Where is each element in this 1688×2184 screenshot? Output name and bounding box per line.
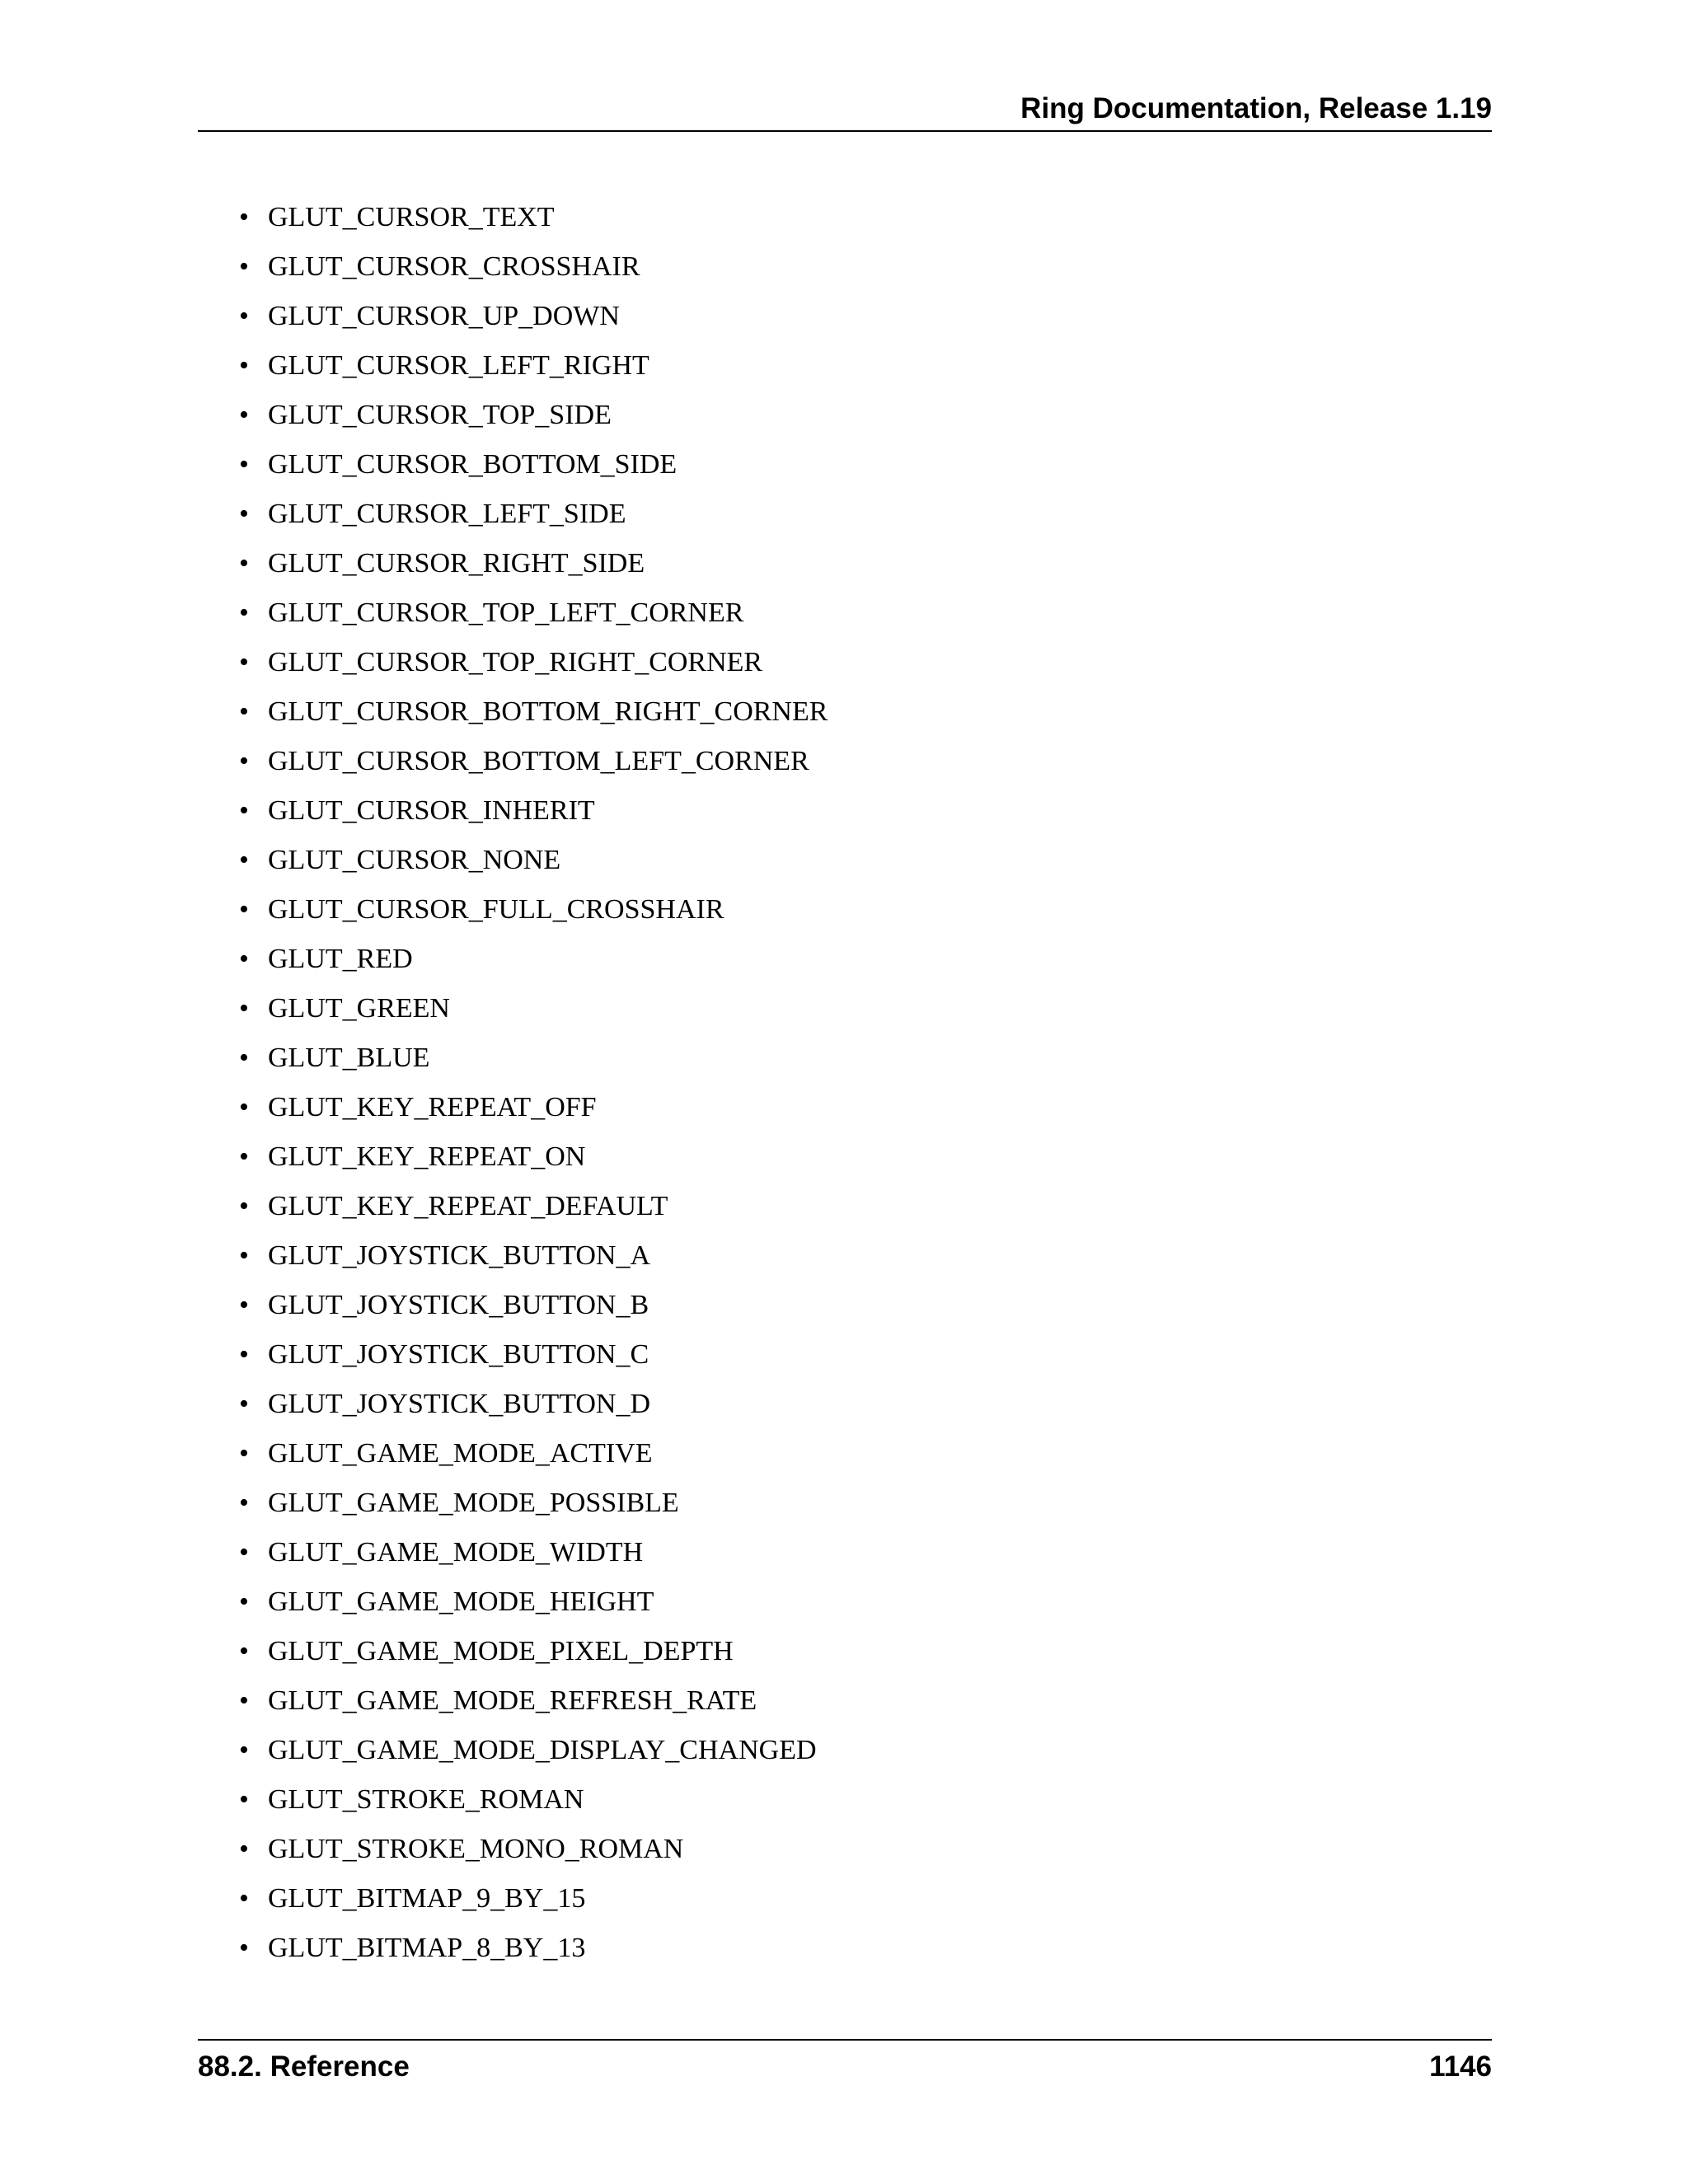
constant-name: GLUT_CURSOR_TOP_LEFT_CORNER (268, 598, 744, 628)
constant-name: GLUT_CURSOR_LEFT_RIGHT (268, 350, 649, 381)
constant-name: GLUT_CURSOR_LEFT_SIDE (268, 499, 626, 529)
bullet-icon: • (239, 449, 249, 480)
list-item (239, 341, 828, 391)
constant-name: GLUT_BLUE (268, 1043, 430, 1073)
bullet-icon: • (239, 944, 249, 974)
constant-name: GLUT_BITMAP_8_BY_13 (268, 1933, 586, 1963)
list-item (239, 836, 828, 885)
bullet-icon: • (239, 202, 249, 232)
constant-name: GLUT_CURSOR_TOP_RIGHT_CORNER (268, 647, 763, 677)
constant-name: GLUT_CURSOR_CROSSHAIR (268, 251, 640, 282)
bullet-icon: • (239, 1191, 249, 1221)
list-item (239, 1726, 828, 1775)
bullet-icon: • (239, 894, 249, 925)
bullet-icon: • (239, 499, 249, 529)
page-footer (198, 2039, 1492, 2090)
constant-name: GLUT_CURSOR_TEXT (268, 202, 555, 232)
list-item (239, 1676, 828, 1726)
list-item (239, 1577, 828, 1627)
bullet-icon: • (239, 696, 249, 727)
constant-name: GLUT_CURSOR_BOTTOM_LEFT_CORNER (268, 746, 809, 776)
list-item (239, 885, 828, 935)
list-item (239, 193, 828, 242)
bullet-icon: • (239, 1339, 249, 1370)
constant-name: GLUT_GREEN (268, 993, 450, 1024)
bullet-icon: • (239, 548, 249, 579)
bullet-icon: • (239, 1389, 249, 1419)
constant-name: GLUT_RED (268, 944, 413, 974)
list-item (239, 588, 828, 638)
constant-name: GLUT_CURSOR_BOTTOM_RIGHT_CORNER (268, 696, 828, 727)
list-item (239, 1825, 828, 1874)
list-item (239, 638, 828, 687)
constant-name: GLUT_CURSOR_NONE (268, 845, 561, 875)
bullet-icon: • (239, 746, 249, 776)
list-item (239, 539, 828, 588)
footer-section-title: 88.2. Reference (198, 2050, 410, 2083)
constant-name: GLUT_BITMAP_9_BY_15 (268, 1883, 586, 1914)
constant-name: GLUT_GAME_MODE_POSSIBLE (268, 1488, 679, 1518)
bullet-icon: • (239, 301, 249, 331)
bullet-icon: • (239, 1784, 249, 1815)
constant-name: GLUT_GAME_MODE_ACTIVE (268, 1438, 653, 1469)
bullet-icon: • (239, 1933, 249, 1963)
bullet-icon: • (239, 350, 249, 381)
constant-name: GLUT_JOYSTICK_BUTTON_C (268, 1339, 649, 1370)
page-header (198, 92, 1492, 132)
bullet-icon: • (239, 1141, 249, 1172)
constant-name: GLUT_CURSOR_INHERIT (268, 795, 595, 826)
bullet-icon: • (239, 1240, 249, 1271)
list-item (239, 984, 828, 1033)
constant-name: GLUT_JOYSTICK_BUTTON_B (268, 1290, 649, 1320)
bullet-icon: • (239, 1685, 249, 1716)
constant-name: GLUT_GAME_MODE_HEIGHT (268, 1586, 654, 1617)
list-item (239, 440, 828, 490)
bullet-icon: • (239, 1735, 249, 1765)
constant-name: GLUT_KEY_REPEAT_OFF (268, 1092, 597, 1122)
bullet-icon: • (239, 1834, 249, 1864)
list-item (239, 786, 828, 836)
constant-name: GLUT_CURSOR_BOTTOM_SIDE (268, 449, 678, 480)
bullet-icon: • (239, 1636, 249, 1666)
bullet-icon: • (239, 1043, 249, 1073)
constant-name: GLUT_GAME_MODE_DISPLAY_CHANGED (268, 1735, 817, 1765)
constant-name: GLUT_CURSOR_UP_DOWN (268, 301, 620, 331)
bullet-icon: • (239, 1438, 249, 1469)
list-item (239, 490, 828, 539)
constant-name: GLUT_CURSOR_TOP_SIDE (268, 400, 612, 430)
list-item (239, 242, 828, 292)
list-item (239, 1429, 828, 1479)
constant-name: GLUT_STROKE_ROMAN (268, 1784, 584, 1815)
list-item (239, 1132, 828, 1182)
constant-name: GLUT_GAME_MODE_REFRESH_RATE (268, 1685, 757, 1716)
list-item (239, 935, 828, 984)
list-item (239, 1528, 828, 1577)
constant-list (239, 193, 828, 1973)
constant-name: GLUT_CURSOR_FULL_CROSSHAIR (268, 894, 724, 925)
list-item (239, 391, 828, 440)
bullet-icon: • (239, 647, 249, 677)
list-item (239, 1281, 828, 1330)
list-item (239, 1231, 828, 1281)
list-item (239, 737, 828, 786)
list-item (239, 292, 828, 341)
bullet-icon: • (239, 1290, 249, 1320)
list-item (239, 1924, 828, 1973)
constant-name: GLUT_KEY_REPEAT_ON (268, 1141, 586, 1172)
bullet-icon: • (239, 993, 249, 1024)
bullet-icon: • (239, 400, 249, 430)
constant-name: GLUT_JOYSTICK_BUTTON_D (268, 1389, 651, 1419)
header-title: Ring Documentation, Release 1.19 (1020, 92, 1492, 124)
bullet-icon: • (239, 1092, 249, 1122)
list-item (239, 687, 828, 737)
list-item (239, 1182, 828, 1231)
list-item (239, 1874, 828, 1924)
bullet-icon: • (239, 598, 249, 628)
list-item (239, 1330, 828, 1380)
bullet-icon: • (239, 251, 249, 282)
bullet-icon: • (239, 1586, 249, 1617)
constant-name: GLUT_GAME_MODE_WIDTH (268, 1537, 644, 1568)
footer-page-number: 1146 (1429, 2050, 1492, 2083)
constant-name: GLUT_GAME_MODE_PIXEL_DEPTH (268, 1636, 734, 1666)
list-item (239, 1380, 828, 1429)
constant-name: GLUT_JOYSTICK_BUTTON_A (268, 1240, 651, 1271)
constant-name: GLUT_STROKE_MONO_ROMAN (268, 1834, 684, 1864)
bullet-icon: • (239, 1883, 249, 1914)
bullet-icon: • (239, 1488, 249, 1518)
list-item (239, 1083, 828, 1132)
bullet-icon: • (239, 795, 249, 826)
list-item (239, 1033, 828, 1083)
bullet-icon: • (239, 1537, 249, 1568)
constant-name: GLUT_CURSOR_RIGHT_SIDE (268, 548, 645, 579)
constant-name: GLUT_KEY_REPEAT_DEFAULT (268, 1191, 668, 1221)
list-item (239, 1627, 828, 1676)
list-item (239, 1479, 828, 1528)
list-item (239, 1775, 828, 1825)
bullet-icon: • (239, 845, 249, 875)
